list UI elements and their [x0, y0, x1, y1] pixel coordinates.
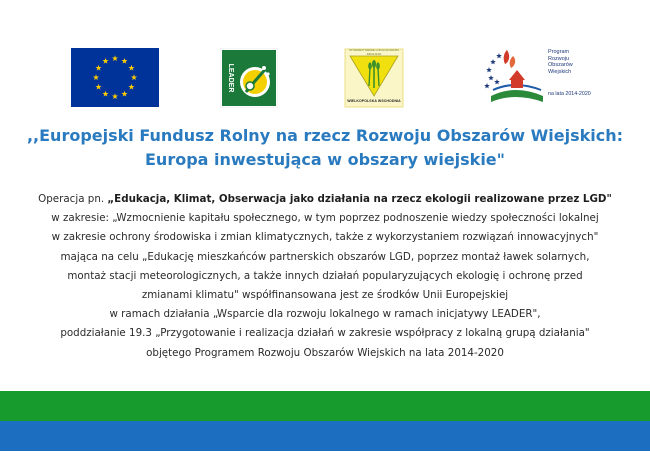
- prow-line: Obszarów: [548, 62, 573, 69]
- leader-logo-icon: [220, 48, 278, 108]
- eu-star-icon: [93, 74, 99, 80]
- prow-line: Program: [548, 49, 570, 55]
- eu-star-icon: [112, 55, 118, 61]
- eu-flag-icon: [71, 48, 159, 107]
- body-line-6: zmianami klimatu" współfinansowana jest ze środków Unii Europejskiej: [141, 289, 509, 302]
- eu-star-icon: [121, 58, 127, 64]
- prow-logo-text: [548, 49, 573, 75]
- body-line-1: [24, 190, 626, 209]
- prow-star-icon: [496, 53, 502, 58]
- eu-star-icon: [121, 91, 127, 97]
- page-title: [0, 124, 650, 172]
- body-line-9: objętego Programem Rozwoju Obszarów Wiejskich na lata 2014-2020: [146, 346, 504, 359]
- prow-star-icon: [484, 83, 490, 88]
- eu-star-icon: [102, 91, 108, 97]
- body-line-4: mająca na celu „Edukację mieszkańców partnerskich obszarów LGD, poprzez montaż ławek solarnych,: [60, 250, 590, 263]
- prow-years: na lata 2014-2020: [548, 91, 591, 97]
- blue-stripe: [0, 421, 650, 451]
- eu-star-icon: [131, 74, 137, 80]
- prow-star-icon: [494, 79, 500, 84]
- green-stripe: [0, 391, 650, 421]
- eu-star-icon: [112, 93, 118, 99]
- prow-star-icon: [486, 67, 492, 72]
- prow-star-icon: [490, 59, 496, 64]
- prow-line: Rozwoju: [548, 55, 570, 62]
- operation-description: [24, 190, 626, 363]
- eu-star-icon: [96, 65, 102, 71]
- body-line-3: w zakresie ochrony środowiska i zmian klimatycznych, także z wykorzystaniem rozwiązań innowacyjnych": [51, 231, 599, 244]
- prow-star-icon: [488, 75, 494, 80]
- body-line-7: w ramach działania „Wsparcie dla rozwoju lokalnego w ramach inicjatywy LEADER",: [109, 308, 541, 321]
- body-line-2: w zakresie: „Wzmocnienie kapitału społecznego, w tym poprzez podnoszenie wiedzy społeczności lokalnej: [51, 212, 599, 225]
- operation-name: „Edukacja, Klimat, Obserwacja jako działania na rzecz ekologii realizowane przez LGD": [107, 193, 612, 205]
- title-line-1: ,,Europejski Fundusz Rolny na rzecz Rozwoju Obszarów Wiejskich:: [26, 126, 624, 145]
- body-line-5: montaż stacji meteorologicznych, a także innych działań popularyzujących ekologię i ochronę przed: [67, 269, 583, 282]
- title-line-2: Europa inwestująca w obszary wiejskie": [145, 150, 505, 169]
- body-line-8: poddziałanie 19.3 „Przygotowanie i realizacja działań w zakresie współpracy z lokalną grupą działania": [60, 327, 590, 340]
- logo-bar: [0, 0, 650, 120]
- eu-star-icon: [128, 65, 134, 71]
- prow-line: Wiejskich: [548, 68, 572, 75]
- eu-star-icon: [128, 84, 134, 90]
- body-line-1-prefix: Operacja pn.: [38, 193, 108, 205]
- lgd-caption: WIELKOPOLSKA WSCHODNIA: [347, 99, 401, 103]
- svg-text:LEADER: LEADER: [227, 63, 234, 93]
- eu-star-icon: [102, 58, 108, 64]
- lgd-top-text: STOWARZYSZENIE LOKALNA GRUPA DZIAŁANIA: [349, 48, 399, 56]
- eu-star-icon: [96, 84, 102, 90]
